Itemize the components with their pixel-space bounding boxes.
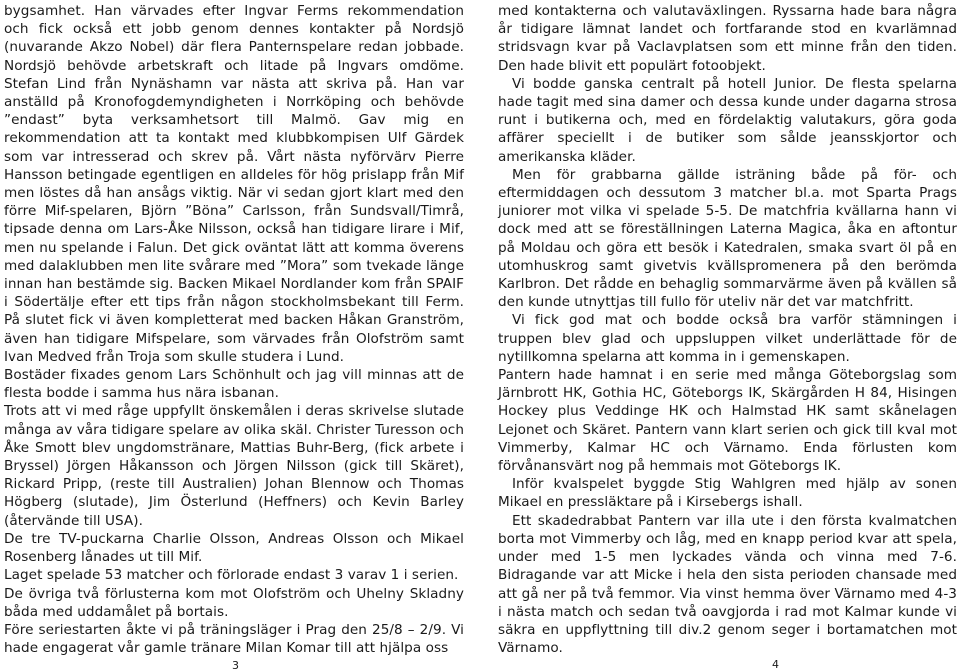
right-paragraph: Vi fick god mat och bodde också bra varför stämningen i truppen blev glad och uppsluppen vilket underlättade för de nytillkomna spelarna att komma in i gemenskapen. [498,312,957,365]
page-number-left: 3 [232,659,239,672]
page-number-right: 4 [772,658,779,671]
left-paragraph: De övriga två förlusterna kom mot Olofström och Uhelny Skladny båda med uddamålet på bortais. [4,585,464,620]
left-paragraph: Före seriestarten åkte vi på träningsläger i Prag den 25/8 – 2/9. Vi hade engagerat vår gamle tränare Milan Komar till att hjälpa oss [4,621,464,657]
left-page-text [4,2,464,657]
right-page-text [498,2,957,657]
right-paragraph: Vi bodde ganska centralt på hotell Junior. De flesta spelarna hade tagit med sina damer och dessa kunde under dagarna strosa runt i butikerna och, med en fördelaktig valutakurs, göra goda affärer speciellt i de butiker som sålde jeansskjortor och amerikanska kläder. [498,75,957,165]
left-paragraph: bygsamhet. Han värvades efter Ingvar Ferms rekommendation och fick också ett jobb genom dennes kontakter på Nordsjö (nuvarande Akzo Nobel) där flera Panternspelare redan jobbade. Nordsjö behövde arbetskraft och litade på Ingvars omdöme. Stefan Lind från Nynäshamn var nästa att skriva på. Han var anställd på Kronofogdemyndigheten i Norrköping och behövde ”endast” byta verksamhetsort till Malmö. Gav mig en rekommendation att ta kontakt med klubbkompisen Ulf Gärdek som var intresserad och skrev på. Vårt nästa nyförvärv Pierre Hansson betingade egentligen en alldeles för hög prislapp från Mif men löstes då han ansågs viktig. När vi sedan gjort klart med den förre Mif-spelaren, Björn ”Böna” Carlsson, från Sundsvall/Timrå, tipsade denna om Lars-Åke Nilsson, också han tidigare lirare i Mif, men nu spelande i Falun. Det gick oväntat lätt att komma överens med dalaklubben men lite svårare med ”Mora” som tvekade länge innan han bestämde sig. Backen Mikael Nordlander kom från SPAIF i Södertälje efter ett tips från någon stockholmsbekant till Ferm. På slutet fick vi även kompletterat med backen Håkan Granström, även han tidigare Mifspelare, som värvades från Olofström samt Ivan Medved från Troja som skulle studera i Lund. [4,3,464,365]
left-paragraph: Laget spelade 53 matcher och förlorade endast 3 varav 1 i serien. [4,567,459,584]
right-paragraph: Ett skadedrabbat Pantern var illa ute i den första kvalmatchen borta mot Vimmerby och låg, med en knapp period kvar att spela, under med 1-5 men lyckades vända och vinna med 7-6. Bidragande var att Micke i hela den sista perioden chansade med att gå ner på två femmor. Via vinst hemma över Värnamo med 4-3 i nästa match och sedan två oavgjorda i rad mot Kalmar kunde vi säkra en uppflyttning till div.2 genom seger i bortamatchen mot Värnamo. [498,512,957,657]
right-paragraph: Pantern hade hamnat i en serie med många Göteborgslag som Järnbrott HK, Gothia HC, Göteborgs IK, Skärgården H 84, Hisingen Hockey plus Veddinge HK och Halmstad HK samt skånelagen Lejonet och Skäret. Pantern vann klart serien och gick till kval mot Vimmerby, Kalmar HC och Värnamo. Enda förlusten kom förvånansvärt nog på hemmais mot Göteborgs IK. [498,367,957,475]
left-paragraph: Trots att vi med råge uppfyllt önskemålen i deras skrivelse slutade många av våra tidigare spelare av olika skäl. Christer Turesson och Åke Smott blev ungdomstränare, Mattias Buhr-Berg, (fick arbete i Bryssel) Jörgen Håkansson och Jörgen Nilsson (gick till Skäret), Rickard Pripp, (reste till Australien) Johan Blennow och Thomas Högberg (slutade), Jim Österlund (Heffners) och Kevin Barley (återvände till USA). [4,403,464,529]
right-paragraph: Men för grabbarna gällde isträning både på för- och eftermiddagen och dessutom 3 matcher bl.a. mot Sparta Prags juniorer mot vilka vi spelade 5-5. De matchfria kvällarna hann vi dock med att se föreställningen Laterna Magica, åka en aftontur på Moldau och göra ett besök i Katedralen, smaka svart öl på en utomhuskrog samt givetvis kvällspromenera på den berömda Karlbron. Det rådde en behaglig sommarvärme även på kvällen så den kunde utnyttjas till fullo för uteliv när det var matchfritt. [498,166,957,311]
right-paragraph: Inför kvalspelet byggde Stig Wahlgren med hjälp av sonen Mikael en pressläktare på i Kirsebergs ishall. [498,476,957,511]
left-paragraph: De tre TV-puckarna Charlie Olsson, Andreas Olsson och Mikael Rosenberg lånades ut till Mif. [4,530,464,566]
left-paragraph: Bostäder fixades genom Lars Schönhult och jag vill minnas att de flesta bodde i samma hus nära isbanan. [4,367,464,402]
right-paragraph: med kontakterna och valutaväxlingen. Ryssarna hade bara några år tidigare lämnat landet och fortfarande stod en kvarlämnad stridsvagn kvar på Vaclavplatsen som ett minne från den tiden. Den hade blivit ett populärt fotoobjekt. [498,3,957,74]
